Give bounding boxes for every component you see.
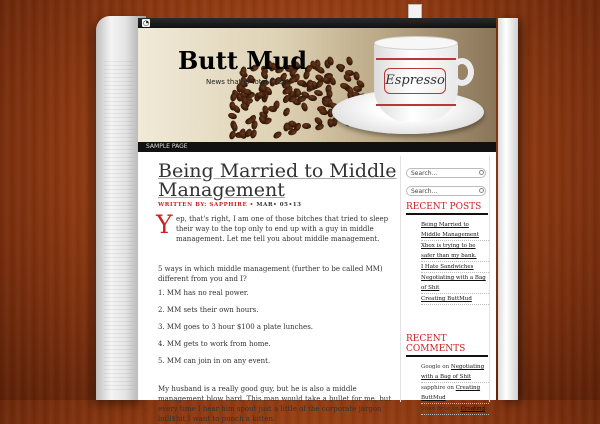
cup-stripe [376, 104, 456, 106]
comment-author[interactable]: sapphire [421, 385, 446, 391]
recent-posts-title: RECENT POSTS [406, 202, 488, 215]
rss-icon[interactable]: ◔ [142, 19, 150, 27]
coffee-bean [302, 122, 311, 128]
coffee-bean [272, 130, 283, 140]
post-meta [158, 202, 398, 208]
list-item: 2. MM sets their own hours. [158, 306, 259, 314]
cup-label: Espresso [384, 68, 446, 94]
list-item: 3. MM goes to 3 hour $100 a plate lunches. [158, 323, 314, 331]
list-item [421, 262, 489, 273]
search-input-top[interactable] [406, 168, 486, 178]
recent-post-link[interactable]: Negotiating with a Bag of Shit [421, 275, 486, 291]
comment-author[interactable]: Shad Brue [421, 406, 451, 412]
comment-on: on [450, 406, 461, 412]
list-item [421, 294, 489, 305]
recent-post-link[interactable]: Xbox is trying to be safer than my bank. [421, 243, 477, 259]
site-tagline: News that is Total Crap! [206, 78, 290, 86]
post-paragraph: My husband is a really good guy, but he is also a middle management blow hard. This man would take a bullet for me, but every time I hear him spout just a little of the corporate jargon bull$hit I want to punch a kitten. [158, 385, 392, 423]
list-item: 1. MM has no real power. [158, 289, 249, 297]
coffee-bean [314, 123, 325, 132]
page-right-edge [498, 18, 518, 400]
coffee-bean [281, 107, 290, 118]
blog-page [138, 18, 496, 423]
comment-post-link[interactable]: Negotiating with a Bag of Shit [421, 364, 485, 380]
comment-on: on [440, 364, 451, 370]
list-item [421, 220, 489, 241]
list-item [421, 404, 489, 415]
post-date: MAR• 05•13 [256, 202, 302, 208]
list-item: 5. MM can join in on any event. [158, 357, 271, 365]
coffee-bean [345, 56, 353, 66]
search-input[interactable] [406, 186, 486, 196]
page-edge-lines [104, 60, 134, 390]
coffee-bean [326, 90, 333, 99]
comment-post-link[interactable]: Creating ButtMud [421, 385, 481, 401]
post-intro: ep, that's right, I am one of those bitches that tried to sleep their way to the top only to end up with a guy in middle management. Let me tell you about middle management. [176, 215, 389, 243]
post-title[interactable]: Being Married to Middle Management [158, 160, 397, 201]
site-title[interactable]: Butt Mud [178, 46, 308, 75]
comment-on: on [445, 385, 456, 391]
coffee-bean [300, 102, 309, 113]
search-icon[interactable] [479, 170, 484, 175]
nav-bar [138, 142, 496, 152]
list-item [421, 273, 489, 294]
main-content [138, 152, 398, 423]
nav-item-sample-page[interactable]: SAMPLE PAGE [146, 143, 188, 150]
recent-post-link[interactable]: I Hate Sandwiches [421, 264, 474, 270]
coffee-bean [336, 62, 346, 73]
coffee-bean [251, 120, 259, 130]
top-bar [138, 18, 496, 28]
post-paragraph: 5 ways in which middle management (further to be called MM) different from you and I? [158, 265, 383, 283]
drop-cap: Y [156, 210, 173, 239]
list-item: 4. MM gets to work from home. [158, 340, 271, 348]
comment-post-link[interactable]: Creating [460, 406, 486, 412]
list-item [421, 362, 489, 383]
list-item [421, 383, 489, 404]
recent-posts-list [421, 220, 489, 305]
search-icon[interactable] [479, 188, 484, 193]
cup-stripe [376, 58, 456, 60]
coffee-bean [268, 105, 278, 113]
recent-post-link[interactable]: Creating ButtMud [421, 296, 472, 302]
site-header [138, 28, 496, 142]
comment-author[interactable]: Google [421, 364, 441, 370]
meta-separator: • [247, 202, 257, 208]
post-author[interactable]: WRITTEN BY: SAPPHIRE [158, 202, 248, 208]
cup-handle [450, 58, 474, 86]
recent-comments-title: RECENT COMMENTS [406, 334, 488, 357]
list-item [421, 241, 489, 262]
recent-post-link[interactable]: Being Married to Middle Management [421, 222, 479, 238]
sidebar [400, 156, 490, 412]
cup-rim [374, 36, 458, 50]
recent-comments-list [421, 362, 489, 415]
